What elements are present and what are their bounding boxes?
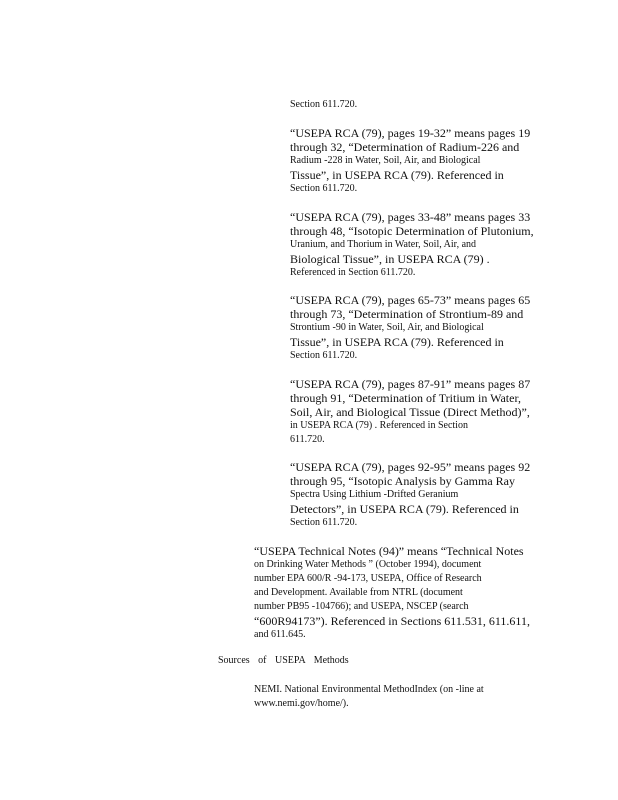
- definition-entry-rca-19-32: [290, 126, 536, 196]
- text-line: Detectors”, in USEPA RCA (79). Referenced in: [290, 502, 519, 516]
- text-line: through 48, “Isotopic Determination of Plutonium,: [290, 224, 534, 238]
- text-line: Section 611.720.: [290, 350, 358, 361]
- text-line: Biological Tissue”, in USEPA RCA (79) .: [290, 252, 490, 266]
- text-line: Uranium, and Thorium in Water, Soil, Air, and: [290, 239, 477, 250]
- definition-entry-rca-65-73: [290, 293, 536, 363]
- definition-entry-nemi: [254, 683, 536, 711]
- text-line: Tissue”, in USEPA RCA (79). Referenced in: [290, 335, 504, 349]
- text-line: “600R94173”). Referenced in Sections 611.531, 611.611,: [254, 614, 530, 628]
- definition-entry-technical-notes: [254, 544, 536, 642]
- text-line: Spectra Using Lithium -Drifted Geranium: [290, 489, 459, 500]
- text-line: number PB95 -104766); and USEPA, NSCEP (search: [254, 601, 469, 612]
- text-line: Strontium -90 in Water, Soil, Air, and Biological: [290, 322, 484, 333]
- text-line: Tissue”, in USEPA RCA (79). Referenced in: [290, 168, 504, 182]
- text-line: Section 611.720.: [290, 99, 358, 110]
- section-reference-fragment: [290, 98, 536, 112]
- text-line: “USEPA RCA (79), pages 92-95” means pages 92: [290, 460, 531, 474]
- definition-entry-rca-87-91: [290, 377, 536, 447]
- text-line: “USEPA RCA (79), pages 19-32” means pages 19: [290, 126, 531, 140]
- text-line: Soil, Air, and Biological Tissue (Direct Method)”,: [290, 405, 530, 419]
- text-line: through 91, “Determination of Tritium in Water,: [290, 391, 521, 405]
- text-line: through 95, “Isotopic Analysis by Gamma Ray: [290, 474, 515, 488]
- text-line: Radium -228 in Water, Soil, Air, and Biological: [290, 155, 481, 166]
- section-heading: Sources of USEPA Methods: [218, 655, 349, 666]
- definition-entry-rca-92-95: [290, 460, 536, 530]
- text-line: through 32, “Determination of Radium-226 and: [290, 140, 520, 154]
- text-line: “USEPA Technical Notes (94)” means “Technical Notes: [254, 544, 524, 558]
- text-line: in USEPA RCA (79) . Referenced in Section: [290, 420, 468, 431]
- text-line: number EPA 600/R -94-173, USEPA, Office of Research: [254, 573, 482, 584]
- definition-entry-rca-33-48: [290, 210, 536, 280]
- text-line: Section 611.720.: [290, 183, 358, 194]
- text-line: on Drinking Water Methods ” (October 1994), document: [254, 559, 482, 570]
- text-line: “USEPA RCA (79), pages 65-73” means pages 65: [290, 293, 531, 307]
- text-line: through 73, “Determination of Strontium-89 and: [290, 307, 524, 321]
- text-line: “USEPA RCA (79), pages 87-91” means pages 87: [290, 377, 531, 391]
- text-line: Section 611.720.: [290, 517, 358, 528]
- text-line: 611.720.: [290, 434, 325, 445]
- text-line: and 611.645.: [254, 629, 306, 640]
- text-line: www.nemi.gov/home/).: [254, 698, 349, 709]
- text-line: Referenced in Section 611.720.: [290, 267, 416, 278]
- text-line: and Development. Available from NTRL (document: [254, 587, 463, 598]
- text-line: “USEPA RCA (79), pages 33-48” means pages 33: [290, 210, 531, 224]
- text-line: NEMI. National Environmental MethodIndex (on -line at: [254, 684, 484, 695]
